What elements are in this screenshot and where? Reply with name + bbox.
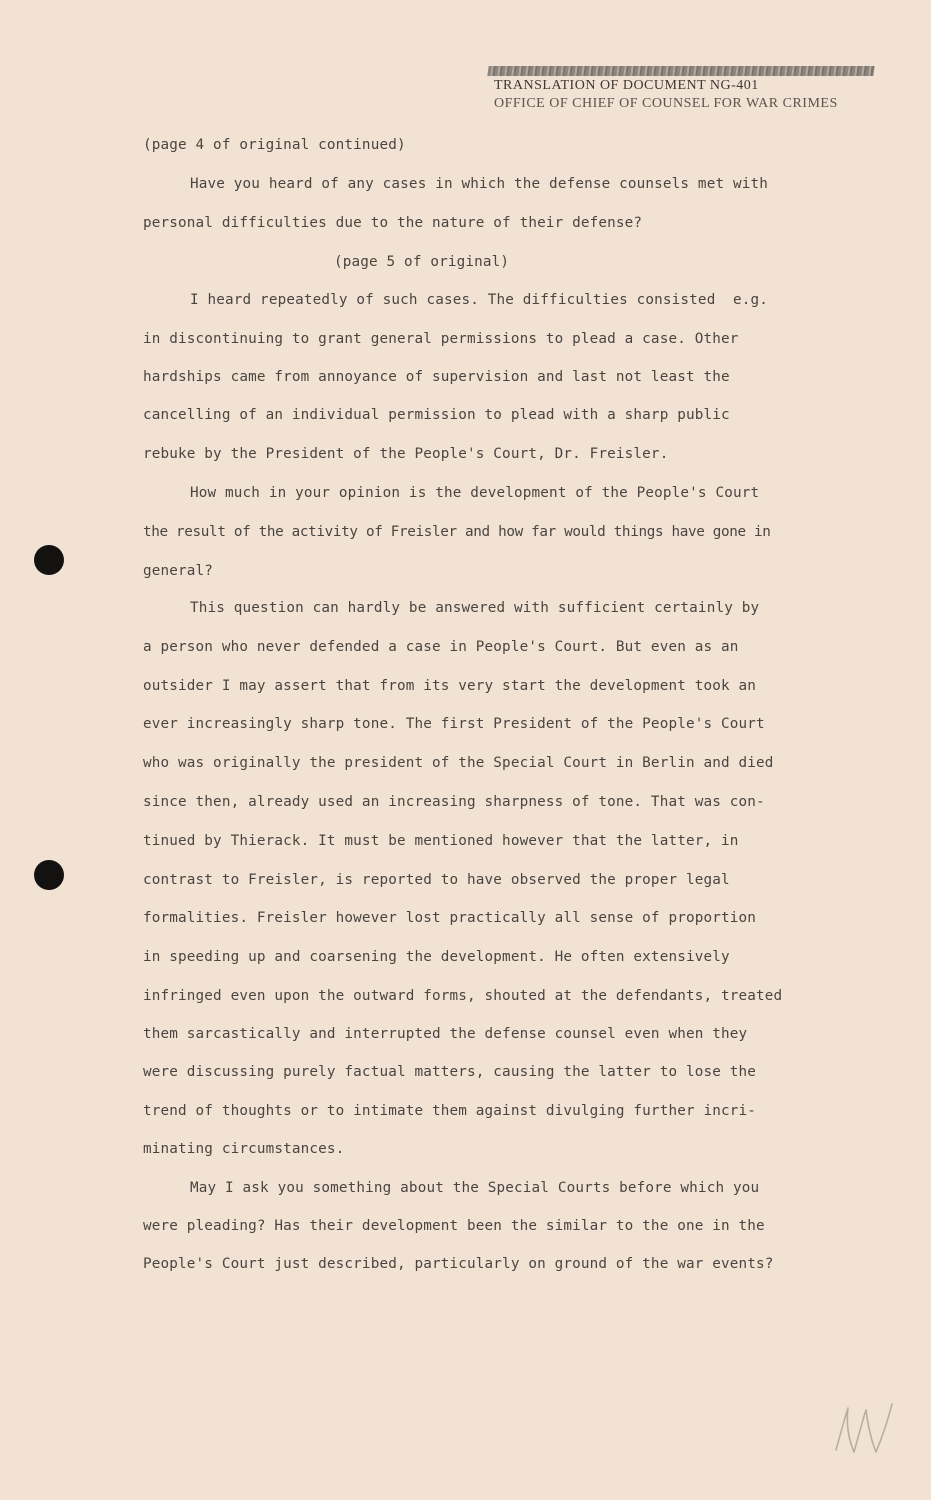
question-line: Have you heard of any cases in which the defense counsels met with [190, 176, 768, 192]
answer-line: trend of thoughts or to intimate them against divulging further incri- [143, 1103, 757, 1119]
answer-line: in discontinuing to grant general permissions to plead a case. Other [143, 331, 739, 347]
answer-line: minating circumstances. [143, 1141, 345, 1157]
stamp-document-number: TRANSLATION OF DOCUMENT NG-401 [494, 78, 759, 93]
answer-line: formalities. Freisler however lost practically all sense of proportion [143, 910, 757, 926]
answer-line: I heard repeatedly of such cases. The difficulties consisted e.g. [190, 292, 768, 308]
page-marker: (page 5 of original) [334, 254, 510, 270]
page-continuation-note: (page 4 of original continued) [143, 137, 406, 153]
handwritten-initials [828, 1398, 898, 1458]
answer-line: in speeding up and coarsening the development. He often extensively [143, 949, 730, 965]
translation-stamp [488, 64, 888, 122]
punch-hole [34, 860, 64, 890]
answer-line: rebuke by the President of the People's Court, Dr. Freisler. [143, 446, 669, 462]
answer-line: were discussing purely factual matters, causing the latter to lose the [143, 1064, 757, 1080]
question-line: personal difficulties due to the nature of their defense? [143, 215, 643, 231]
answer-line: a person who never defended a case in People's Court. But even as an [143, 639, 739, 655]
stamp-strike-bar [487, 66, 874, 76]
answer-line: them sarcastically and interrupted the defense counsel even when they [143, 1026, 748, 1042]
answer-line: ever increasingly sharp tone. The first President of the People's Court [143, 716, 765, 732]
question-line: general? [143, 563, 214, 579]
answer-line: This question can hardly be answered with sufficient certainly by [190, 600, 760, 616]
answer-line: cancelling of an individual permission to plead with a sharp public [143, 407, 730, 423]
question-line: the result of the activity of Freisler and how far would things have gone in [143, 524, 771, 540]
punch-hole [34, 545, 64, 575]
stamp-office: OFFICE OF CHIEF OF COUNSEL FOR WAR CRIMES [494, 96, 838, 111]
answer-line: who was originally the president of the Special Court in Berlin and died [143, 755, 774, 771]
answer-line: contrast to Freisler, is reported to have observed the proper legal [143, 872, 730, 888]
question-line: May I ask you something about the Special Courts before which you [190, 1180, 760, 1196]
question-line: How much in your opinion is the development of the People's Court [190, 485, 760, 501]
answer-line: outsider I may assert that from its very start the development took an [143, 678, 757, 694]
answer-line: since then, already used an increasing sharpness of tone. That was con- [143, 794, 765, 810]
answer-line: infringed even upon the outward forms, shouted at the defendants, treated [143, 988, 783, 1004]
question-line: People's Court just described, particularly on ground of the war events? [143, 1256, 774, 1272]
answer-line: tinued by Thierack. It must be mentioned however that the latter, in [143, 833, 739, 849]
question-line: were pleading? Has their development been the similar to the one in the [143, 1218, 765, 1234]
answer-line: hardships came from annoyance of supervision and last not least the [143, 369, 730, 385]
